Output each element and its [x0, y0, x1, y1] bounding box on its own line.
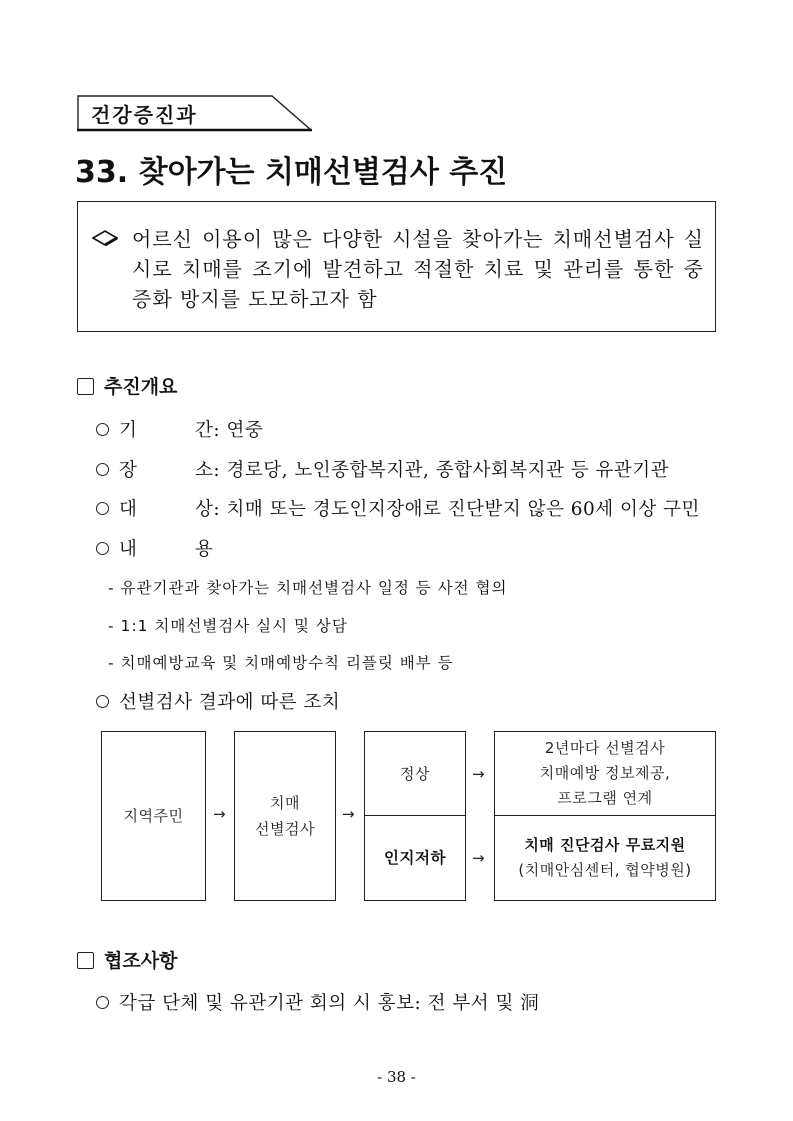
section-heading-cooperation: [77, 946, 177, 973]
summary-text: 어르신 이용이 많은 다양한 시설을 찾아가는 치매선별검사 실시로 치매를 조기에 발견하고 적절한 치료 및 관리를 통한 중증화 방지를 도모하고자 함: [132, 227, 704, 311]
item-value: 연중: [226, 420, 264, 441]
item-key: 내: [119, 539, 138, 560]
department-label: 건강증진과: [91, 103, 198, 127]
action-normal-line: 치매예방 정보제공,: [539, 764, 671, 782]
page-number: - 38 -: [377, 1068, 416, 1086]
section-heading-label: 협조사항: [104, 950, 178, 972]
item-value: 경로당, 노인종합복지관, 종합사회복지관 등 유관기관: [226, 460, 669, 481]
flow-step-label: 선별검사: [255, 820, 315, 838]
circle-bullet-icon: [96, 463, 109, 476]
action-normal-line: 2년마다 선별검사: [544, 739, 666, 757]
item-value: 각급 단체 및 유관기관 회의 시 홍보: 전 부서 및 洞: [119, 993, 540, 1014]
overview-item-location: [96, 456, 669, 482]
result-normal-label: 정상: [400, 764, 430, 783]
circle-bullet-icon: [96, 695, 109, 708]
item-key: 기: [119, 420, 138, 441]
result-impaired-label: 인지저하: [384, 849, 446, 867]
section-heading-label: 추진개요: [104, 376, 178, 398]
arrow-right-icon: →: [472, 849, 485, 867]
diamond-icon: [92, 230, 118, 246]
circle-bullet-icon: [96, 996, 109, 1009]
item-key-suffix: 소:: [195, 460, 221, 481]
content-sub-item: - 유관기관과 찾아가는 치매선별검사 일정 등 사전 협의: [108, 579, 508, 597]
action-impaired-title: 치매 진단검사 무료지원: [524, 836, 686, 854]
item-key-suffix: 상:: [195, 499, 221, 520]
page-title: 33. 찾아가는 치매선별검사 추진: [75, 155, 508, 190]
circle-bullet-icon: [96, 542, 109, 555]
cooperation-item: [96, 989, 539, 1015]
department-tab: [77, 95, 313, 131]
flow-heading: [96, 688, 340, 714]
flow-result-box: [364, 731, 466, 901]
summary-box: [77, 201, 716, 332]
checkbox-square-icon: [77, 952, 94, 969]
flow-step-label: 지역주민: [123, 807, 184, 825]
section-heading-overview: [77, 372, 177, 399]
flow-action-box: [494, 731, 716, 901]
flow-step-screening: [234, 731, 336, 901]
item-key: 장: [119, 460, 138, 481]
circle-bullet-icon: [96, 423, 109, 436]
content-sub-item: - 치매예방교육 및 치매예방수칙 리플릿 배부 등: [108, 654, 454, 672]
item-key-suffix: 간:: [195, 420, 221, 441]
checkbox-square-icon: [77, 378, 94, 395]
flow-action-normal: [495, 732, 715, 816]
flow-step-label: 치매: [270, 794, 300, 812]
flow-action-impaired: [495, 816, 715, 900]
overview-item-target: [96, 495, 700, 521]
overview-item-period: [96, 416, 263, 442]
arrow-right-icon: →: [472, 765, 485, 783]
overview-item-content: [96, 535, 213, 561]
flow-heading-label: 선별검사 결과에 따른 조치: [119, 692, 341, 713]
item-value: 치매 또는 경도인지장애로 진단받지 않은 60세 이상 구민: [226, 499, 700, 520]
item-key-suffix: 용: [195, 539, 214, 560]
circle-bullet-icon: [96, 502, 109, 515]
arrow-right-icon: →: [213, 805, 226, 823]
flow-result-normal: [365, 732, 465, 816]
action-impaired-note: (치매안심센터, 협약병원): [518, 861, 692, 879]
arrow-right-icon: →: [342, 805, 355, 823]
item-key: 대: [119, 499, 138, 520]
action-normal-line: 프로그램 연계: [557, 789, 653, 807]
flow-step-residents: [101, 731, 206, 901]
content-sub-item: - 1:1 치매선별검사 실시 및 상담: [108, 617, 348, 635]
flow-result-impaired: [365, 816, 465, 900]
